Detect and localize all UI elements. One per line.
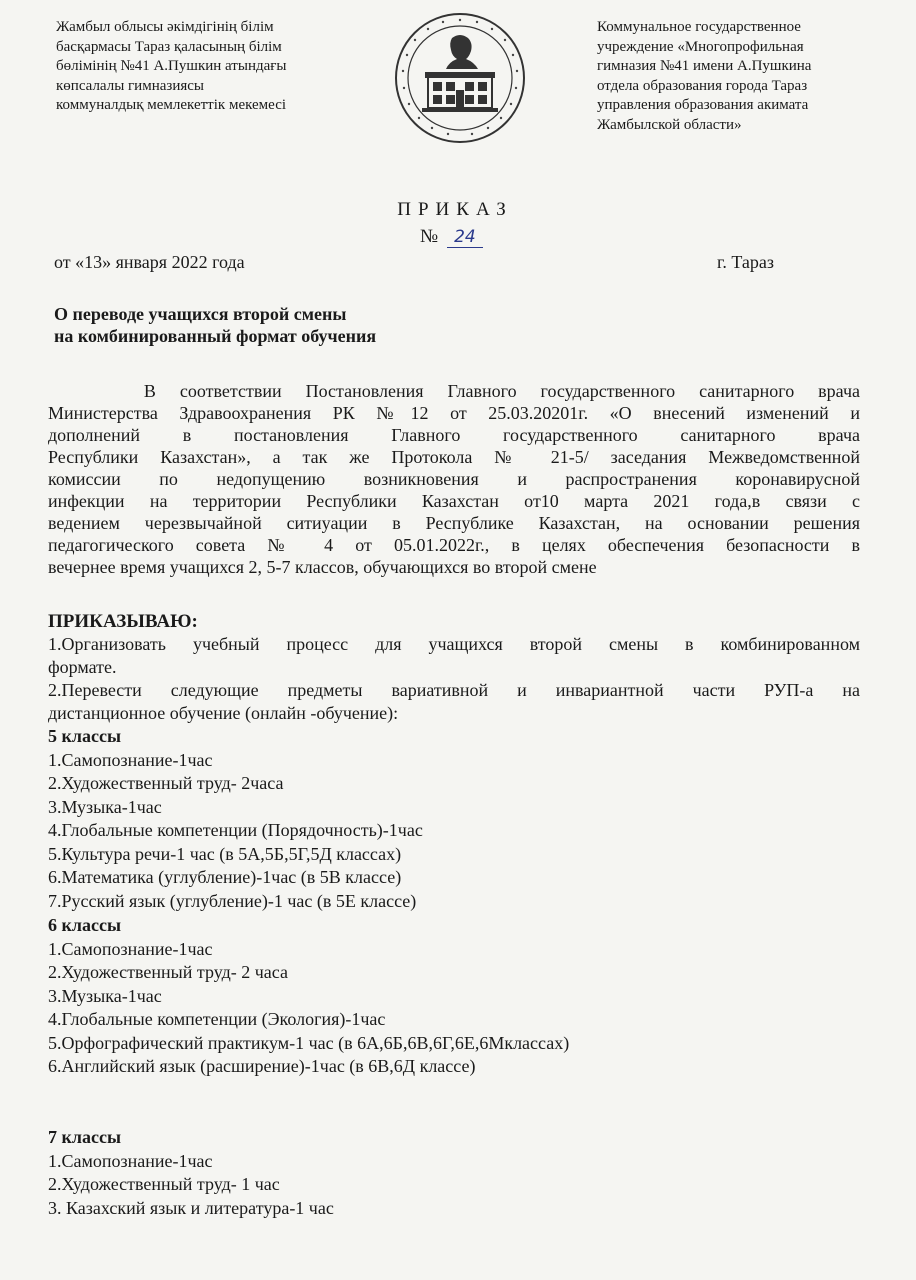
header-right-line: управления образования акимата (597, 97, 809, 113)
header-right-line: Жамбылской области» (597, 116, 742, 133)
subject-item: 3.Музыка-1час (48, 985, 162, 1006)
order-date: от «13» января 2022 года (54, 252, 245, 272)
grade-5-section (48, 725, 860, 913)
order-number-prefix: № (420, 226, 439, 247)
header-right-line: учреждение «Многопрофильная (597, 38, 804, 55)
header-right-line: гимназия №41 имени А.Пушкина (597, 58, 812, 74)
header-left-line: Жамбыл облысы әкімдігінің білім (56, 19, 274, 35)
directive-item: дистанционное обучение (онлайн -обучение): (48, 703, 399, 723)
preamble-line: педагогического совета № 4 от 05.01.2022г., в целях обеспечения безопасности в (48, 535, 860, 555)
order-title: ПРИКАЗ (397, 199, 513, 220)
subject-item: 1.Самопознание-1час (48, 749, 213, 770)
header-right-line: Коммунальное государственное (597, 19, 801, 35)
directive-heading: ПРИКАЗЫВАЮ: (48, 611, 198, 632)
grade-heading: 6 классы (48, 915, 122, 935)
directive-item: 1.Организовать учебный процесс для учащихся второй смены в комбинированном (48, 634, 860, 654)
subject-item: 4.Глобальные компетенции (Порядочность)-1час (48, 820, 423, 840)
subject-item: 4.Глобальные компетенции (Экология)-1час (48, 1009, 386, 1029)
preamble-line: В соответствии Постановления Главного государственного санитарного врача (48, 381, 860, 401)
order-subject (54, 303, 376, 347)
grade-7-section (48, 1126, 860, 1220)
grade-heading: 7 классы (48, 1127, 122, 1147)
header-right-line: отдела образования города Тараз (597, 77, 808, 94)
preamble-line: дополнений в постановления Главного государственного санитарного врача (48, 425, 860, 445)
preamble-line: Республики Казахстан», а так же Протокола № 21-5/ заседания Межведомственной (48, 447, 860, 467)
subject-item: 1.Самопознание-1час (48, 1150, 213, 1171)
preamble-line: вечернее время учащихся 2, 5-7 классов, обучающихся во второй смене (48, 557, 597, 577)
subject-item: 5.Культура речи-1 час (в 5А,5Б,5Г,5Д классах) (48, 843, 402, 864)
subject-item: 3. Казахский язык и литература-1 час (48, 1197, 334, 1218)
grade-6-section (48, 914, 860, 1079)
preamble-line: инфекции на территории Республики Казахстан от10 марта 2021 года,в связи с (48, 491, 860, 511)
header-left-line: бөлімінің №41 А.Пушкин атындағы (56, 58, 287, 74)
preamble-line: ведением черезвычайной ситиуации в Республике Казахстан, на основании решения (48, 513, 860, 533)
preamble-line: Министерства Здравоохранения РК №12 от 25.03.20201г. «О внесений изменений и (48, 403, 860, 423)
subject-item: 2.Художественный труд- 1 час (48, 1174, 280, 1194)
school-emblem-icon (392, 10, 528, 146)
subject-item: 6.Математика (углубление)-1час (в 5В классе) (48, 867, 402, 887)
subject-line: О переводе учащихся второй смены (54, 304, 347, 324)
header-left-line: басқармасы Тараз қаласының білім (56, 38, 282, 55)
directive-item: 2.Перевести следующие предметы вариативной и инвариантной части РУП-а на (48, 680, 860, 700)
preamble-line: комиссии по недопущению возникновения и распространения коронавирусной (48, 469, 860, 489)
header-left-institution (56, 18, 376, 116)
subject-item: 5.Орфографический практикум-1 час (в 6А,6Б,6В,6Г,6Е,6Мклассах) (48, 1032, 570, 1053)
directive-block (48, 610, 860, 725)
subject-item: 1.Самопознание-1час (48, 938, 213, 959)
order-number-handwritten: 24 (447, 228, 483, 248)
directive-item: формате. (48, 657, 117, 677)
grade-heading: 5 классы (48, 726, 122, 746)
subject-item: 6.Английский язык (расширение)-1час (в 6В,6Д классе) (48, 1056, 476, 1076)
order-number (420, 226, 483, 248)
subject-item: 7.Русский язык (углубление)-1 час (в 5Е классе) (48, 890, 417, 911)
header-right-institution (597, 18, 897, 135)
subject-item: 3.Музыка-1час (48, 796, 162, 817)
preamble-paragraph (48, 380, 860, 578)
subject-line: на комбинированный формат обучения (54, 326, 377, 346)
subject-item: 2.Художественный труд- 2 часа (48, 962, 288, 982)
header-left-line: көпсалалы гимназиясы (56, 77, 204, 94)
subject-item: 2.Художественный труд- 2часа (48, 773, 284, 793)
order-city: г. Тараз (717, 252, 774, 272)
header-left-line: коммуналдық мемлекеттік мекемесі (56, 97, 287, 113)
